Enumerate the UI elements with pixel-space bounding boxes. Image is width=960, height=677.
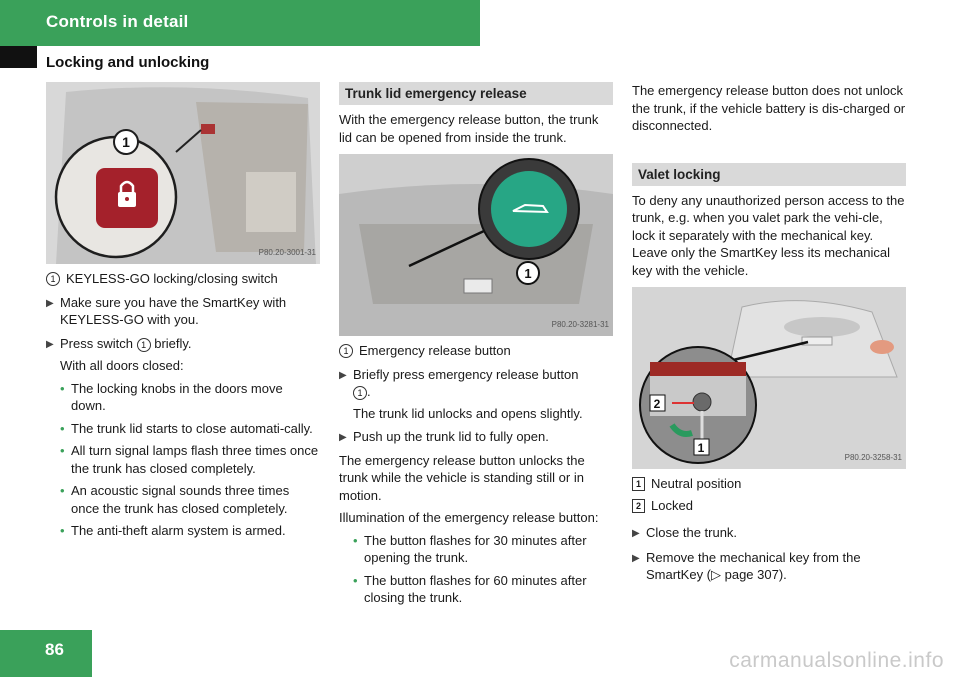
instruction-step bbox=[46, 335, 320, 354]
list-item-text: The anti-theft alarm system is armed. bbox=[71, 523, 286, 538]
instruction-step bbox=[632, 524, 906, 543]
legend-number: 2 bbox=[632, 499, 645, 513]
page-number-box bbox=[0, 630, 92, 677]
paragraph: Illumination of the emergency release button: bbox=[339, 510, 599, 525]
step-text bbox=[60, 335, 192, 354]
legend-item bbox=[632, 497, 906, 515]
list-item-text: The locking knobs in the doors move down. bbox=[71, 380, 283, 413]
caption-text: Emergency release button bbox=[359, 343, 511, 358]
step-text: Close the trunk. bbox=[646, 525, 738, 540]
bullet-icon: • bbox=[60, 380, 65, 396]
step-arrow-icon: ▶ bbox=[339, 432, 347, 443]
svg-text:1: 1 bbox=[697, 441, 705, 455]
section-header-bar bbox=[0, 0, 480, 46]
paragraph: The emergency release button unlocks the trunk while the vehicle is standing still or in motion. bbox=[339, 452, 585, 503]
figure-code: P80.20-3281-31 bbox=[551, 319, 609, 329]
valet-lock-figure bbox=[632, 287, 906, 469]
paragraph: The emergency release button does not unlock the trunk, if the vehicle battery is dis-charged or disconnected. bbox=[632, 83, 906, 133]
list-item bbox=[46, 482, 320, 517]
condition-intro: With all doors closed: bbox=[60, 358, 184, 373]
step-arrow-icon: ▶ bbox=[632, 552, 640, 564]
step-arrow-icon: ▶ bbox=[46, 297, 54, 309]
callout-number: 1 bbox=[46, 272, 60, 286]
trunk-interior-illustration bbox=[46, 82, 320, 264]
list-item bbox=[46, 522, 320, 540]
bullet-icon: • bbox=[60, 523, 65, 538]
step-text: Briefly press emergency release button 1 . bbox=[353, 366, 579, 399]
legend-label: Neutral position bbox=[651, 476, 742, 491]
legend-label: Locked bbox=[651, 497, 693, 513]
emergency-release-figure bbox=[339, 154, 613, 336]
column-3 bbox=[632, 82, 906, 584]
step-arrow-icon: ▶ bbox=[632, 528, 640, 539]
section-heading: Valet locking bbox=[632, 163, 906, 186]
bullet-icon: • bbox=[60, 420, 65, 436]
bullet-icon: • bbox=[353, 532, 358, 548]
step-arrow-icon: ▶ bbox=[46, 338, 54, 350]
legend-item bbox=[632, 475, 906, 493]
bullet-icon: • bbox=[60, 443, 65, 458]
trunk-release-illustration bbox=[339, 154, 613, 336]
instruction-step bbox=[632, 549, 906, 584]
list-item bbox=[46, 380, 320, 415]
list-item-text: All turn signal lamps flash three times once the trunk has closed completely. bbox=[71, 443, 319, 476]
figure-caption bbox=[339, 342, 613, 360]
vehicle-rear-illustration bbox=[632, 287, 906, 469]
step-arrow-icon: ▶ bbox=[339, 369, 347, 381]
list-item-text: The button flashes for 30 minutes after opening the trunk. bbox=[364, 532, 587, 565]
figure-code: P80.20-3258-31 bbox=[844, 452, 902, 462]
legend-number: 1 bbox=[632, 477, 645, 491]
list-item bbox=[339, 572, 613, 607]
figure-code: P80.20-3001-31 bbox=[258, 247, 316, 257]
callout-number: 1 bbox=[339, 344, 353, 358]
header-marker bbox=[0, 46, 37, 68]
step-text-part: briefly. bbox=[154, 335, 192, 351]
svg-text:1: 1 bbox=[524, 266, 532, 281]
caption-text: KEYLESS-GO locking/closing switch bbox=[66, 271, 278, 286]
instruction-step bbox=[339, 428, 613, 447]
bullet-icon: • bbox=[60, 483, 65, 498]
callout-number: 1 bbox=[353, 386, 367, 400]
step-text: Push up the trunk lid to fully open. bbox=[353, 429, 549, 444]
figure-caption bbox=[46, 270, 320, 288]
keyless-go-switch-figure bbox=[46, 82, 320, 264]
column-2 bbox=[339, 82, 613, 607]
svg-text:1: 1 bbox=[122, 134, 130, 150]
column-1 bbox=[46, 82, 320, 540]
watermark: carmanualsonline.info bbox=[729, 649, 944, 672]
list-item-text: An acoustic signal sounds three times once the trunk has closed completely. bbox=[71, 483, 290, 516]
step-result: The trunk lid unlocks and opens slightly. bbox=[353, 405, 583, 421]
list-item bbox=[46, 442, 320, 477]
list-item bbox=[46, 420, 320, 438]
subsection-title: Locking and unlocking bbox=[46, 54, 210, 71]
list-item-text: The button flashes for 60 minutes after closing the trunk. bbox=[364, 572, 587, 605]
list-item-text: The trunk lid starts to close automati-cally. bbox=[71, 420, 313, 436]
section-intro: To deny any unauthorized person access to the trunk, e.g. when you valet park the vehi-cle, lock it separately with the mechanical key. Leave only the SmartKey less its mechanical key with the vehicle. bbox=[632, 192, 905, 278]
bullet-icon: • bbox=[353, 572, 358, 588]
svg-text:2: 2 bbox=[653, 397, 661, 411]
list-item bbox=[339, 532, 613, 567]
step-text: Make sure you have the SmartKey with KEYLESS-GO with you. bbox=[60, 294, 287, 327]
section-title: Controls in detail bbox=[46, 12, 189, 31]
section-heading: Trunk lid emergency release bbox=[339, 82, 613, 105]
callout-number: 1 bbox=[137, 338, 151, 352]
instruction-step bbox=[46, 294, 320, 329]
step-text-part: Press switch bbox=[60, 335, 133, 351]
step-text: Remove the mechanical key from the SmartKey (▷ page 307). bbox=[646, 549, 861, 582]
section-intro: With the emergency release button, the trunk lid can be opened from inside the trunk. bbox=[339, 112, 599, 145]
page-number: 86 bbox=[45, 640, 64, 659]
instruction-step bbox=[339, 366, 613, 401]
step-text-part: Briefly press emergency release button bbox=[353, 366, 579, 382]
